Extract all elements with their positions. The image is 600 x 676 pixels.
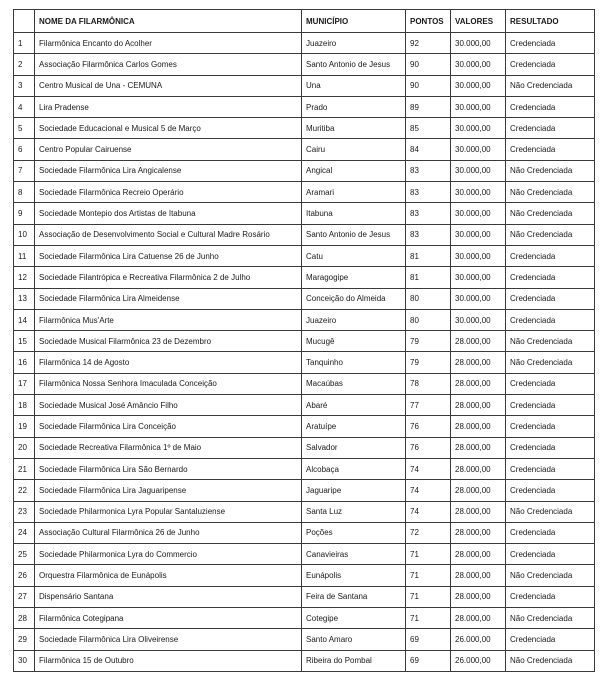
filarmonica-name-cell: Associação Cultural Filarmônica 26 de Junho [35,522,302,543]
table-row [14,480,595,501]
filarmonica-name-cell: Associação Filarmônica Carlos Gomes [35,54,302,75]
filarmonica-name-cell: Dispensário Santana [35,586,302,607]
pontos-cell: 79 [406,331,451,352]
resultado-cell: Credenciada [506,288,595,309]
pontos-cell: 71 [406,544,451,565]
filarmonica-name-cell: Filarmônica 14 de Agosto [35,352,302,373]
valor-cell: 28.000,00 [451,586,506,607]
pontos-cell: 69 [406,650,451,671]
table-row [14,416,595,437]
document-page [13,9,595,672]
valor-cell: 28.000,00 [451,331,506,352]
table-row [14,352,595,373]
resultado-cell: Não Credenciada [506,565,595,586]
filarmonica-name-cell: Filarmônica 15 de Outubro [35,650,302,671]
table-row [14,267,595,288]
row-number-cell: 27 [14,586,35,607]
row-number-cell: 25 [14,544,35,565]
results-table [13,9,595,672]
table-row [14,96,595,117]
pontos-cell: 92 [406,33,451,54]
valor-cell: 28.000,00 [451,501,506,522]
row-number-cell: 7 [14,160,35,181]
resultado-cell: Não Credenciada [506,608,595,629]
municipio-cell: Santo Antonio de Jesus [302,224,406,245]
resultado-cell: Credenciada [506,309,595,330]
valor-cell: 30.000,00 [451,139,506,160]
resultado-cell: Não Credenciada [506,75,595,96]
municipio-cell: Maragogipe [302,267,406,288]
municipio-cell: Aramari [302,182,406,203]
resultado-cell: Credenciada [506,416,595,437]
row-number-cell: 5 [14,118,35,139]
filarmonica-name-cell: Centro Popular Cairuense [35,139,302,160]
resultado-cell: Credenciada [506,586,595,607]
filarmonica-name-cell: Sociedade Filarmônica Lira Oliveirense [35,629,302,650]
valor-cell: 30.000,00 [451,33,506,54]
valor-cell: 30.000,00 [451,75,506,96]
row-number-cell: 16 [14,352,35,373]
pontos-cell: 89 [406,96,451,117]
valor-cell: 28.000,00 [451,480,506,501]
resultado-cell: Credenciada [506,54,595,75]
municipio-cell: Una [302,75,406,96]
municipio-cell: Angical [302,160,406,181]
pontos-cell: 84 [406,139,451,160]
row-number-cell: 6 [14,139,35,160]
row-number-cell: 12 [14,267,35,288]
filarmonica-name-cell: Orquestra Filarmônica de Eunápolis [35,565,302,586]
table-row [14,203,595,224]
municipio-cell: Santo Antonio de Jesus [302,54,406,75]
resultado-cell: Credenciada [506,629,595,650]
resultado-cell: Credenciada [506,373,595,394]
pontos-cell: 76 [406,416,451,437]
header-valores: VALORES [451,10,506,33]
filarmonica-name-cell: Sociedade Filantrópica e Recreativa Filarmônica 2 de Julho [35,267,302,288]
pontos-cell: 74 [406,501,451,522]
row-number-cell: 22 [14,480,35,501]
table-row [14,565,595,586]
resultado-cell: Credenciada [506,139,595,160]
municipio-cell: Juazeiro [302,309,406,330]
filarmonica-name-cell: Associação de Desenvolvimento Social e Cultural Madre Rosário [35,224,302,245]
valor-cell: 28.000,00 [451,416,506,437]
table-row [14,182,595,203]
row-number-cell: 28 [14,608,35,629]
resultado-cell: Credenciada [506,33,595,54]
valor-cell: 28.000,00 [451,544,506,565]
table-row [14,458,595,479]
pontos-cell: 83 [406,160,451,181]
header-pontos: PONTOS [406,10,451,33]
filarmonica-name-cell: Sociedade Montepio dos Artistas de Itabuna [35,203,302,224]
pontos-cell: 79 [406,352,451,373]
valor-cell: 30.000,00 [451,118,506,139]
row-number-cell: 24 [14,522,35,543]
pontos-cell: 71 [406,608,451,629]
municipio-cell: Abaré [302,395,406,416]
header-municipio: MUNICÍPIO [302,10,406,33]
filarmonica-name-cell: Sociedade Filarmônica Recreio Operário [35,182,302,203]
pontos-cell: 72 [406,522,451,543]
row-number-cell: 10 [14,224,35,245]
row-number-cell: 17 [14,373,35,394]
filarmonica-name-cell: Sociedade Filarmônica Lira São Bernardo [35,458,302,479]
row-number-cell: 2 [14,54,35,75]
resultado-cell: Não Credenciada [506,203,595,224]
pontos-cell: 69 [406,629,451,650]
filarmonica-name-cell: Sociedade Musical Filarmônica 23 de Dezembro [35,331,302,352]
row-number-cell: 21 [14,458,35,479]
municipio-cell: Cairu [302,139,406,160]
municipio-cell: Aratuípe [302,416,406,437]
municipio-cell: Feira de Santana [302,586,406,607]
municipio-cell: Jaguaripe [302,480,406,501]
filarmonica-name-cell: Centro Musical de Una - CEMUNA [35,75,302,96]
table-row [14,522,595,543]
pontos-cell: 83 [406,182,451,203]
filarmonica-name-cell: Sociedade Philarmonica Lyra Popular Santaluziense [35,501,302,522]
filarmonica-name-cell: Filarmônica Encanto do Acolher [35,33,302,54]
table-row [14,33,595,54]
pontos-cell: 78 [406,373,451,394]
row-number-cell: 18 [14,395,35,416]
filarmonica-name-cell: Filarmônica Mus'Arte [35,309,302,330]
valor-cell: 30.000,00 [451,54,506,75]
valor-cell: 28.000,00 [451,437,506,458]
municipio-cell: Itabuna [302,203,406,224]
pontos-cell: 81 [406,245,451,266]
resultado-cell: Não Credenciada [506,650,595,671]
municipio-cell: Poções [302,522,406,543]
valor-cell: 30.000,00 [451,309,506,330]
municipio-cell: Catu [302,245,406,266]
row-number-cell: 9 [14,203,35,224]
row-number-cell: 14 [14,309,35,330]
pontos-cell: 71 [406,586,451,607]
table-row [14,331,595,352]
table-row [14,395,595,416]
resultado-cell: Não Credenciada [506,160,595,181]
valor-cell: 28.000,00 [451,565,506,586]
pontos-cell: 81 [406,267,451,288]
header-row [14,10,595,33]
table-row [14,437,595,458]
valor-cell: 26.000,00 [451,629,506,650]
table-row [14,118,595,139]
table-row [14,650,595,671]
valor-cell: 30.000,00 [451,182,506,203]
pontos-cell: 90 [406,75,451,96]
valor-cell: 28.000,00 [451,395,506,416]
valor-cell: 30.000,00 [451,267,506,288]
filarmonica-name-cell: Filarmônica Cotegipana [35,608,302,629]
filarmonica-name-cell: Sociedade Filarmônica Lira Jaguaripense [35,480,302,501]
resultado-cell: Credenciada [506,245,595,266]
row-number-cell: 8 [14,182,35,203]
table-row [14,245,595,266]
municipio-cell: Santo Amaro [302,629,406,650]
row-number-cell: 19 [14,416,35,437]
resultado-cell: Não Credenciada [506,352,595,373]
valor-cell: 28.000,00 [451,458,506,479]
table-row [14,75,595,96]
resultado-cell: Não Credenciada [506,182,595,203]
filarmonica-name-cell: Filarmônica Nossa Senhora Imaculada Conceição [35,373,302,394]
municipio-cell: Salvador [302,437,406,458]
resultado-cell: Credenciada [506,544,595,565]
resultado-cell: Credenciada [506,522,595,543]
valor-cell: 30.000,00 [451,224,506,245]
table-row [14,309,595,330]
table-body [14,33,595,672]
table-row [14,373,595,394]
resultado-cell: Credenciada [506,118,595,139]
table-row [14,288,595,309]
pontos-cell: 83 [406,224,451,245]
filarmonica-name-cell: Sociedade Filarmônica Lira Almeidense [35,288,302,309]
table-row [14,544,595,565]
pontos-cell: 74 [406,480,451,501]
municipio-cell: Alcobaça [302,458,406,479]
valor-cell: 28.000,00 [451,352,506,373]
municipio-cell: Conceição do Almeida [302,288,406,309]
pontos-cell: 80 [406,309,451,330]
municipio-cell: Mucugê [302,331,406,352]
table-row [14,608,595,629]
table-row [14,501,595,522]
row-number-cell: 29 [14,629,35,650]
header-resultado: RESULTADO [506,10,595,33]
filarmonica-name-cell: Sociedade Filarmônica Lira Angicalense [35,160,302,181]
filarmonica-name-cell: Sociedade Recreativa Filarmônica 1º de Maio [35,437,302,458]
row-number-cell: 13 [14,288,35,309]
municipio-cell: Ribeira do Pombal [302,650,406,671]
municipio-cell: Tanquinho [302,352,406,373]
pontos-cell: 76 [406,437,451,458]
resultado-cell: Credenciada [506,437,595,458]
pontos-cell: 83 [406,203,451,224]
pontos-cell: 85 [406,118,451,139]
table-row [14,586,595,607]
table-row [14,224,595,245]
header-number [14,10,35,33]
municipio-cell: Macaúbas [302,373,406,394]
municipio-cell: Muritiba [302,118,406,139]
filarmonica-name-cell: Sociedade Musical José Amâncio Filho [35,395,302,416]
filarmonica-name-cell: Sociedade Filarmônica Lira Conceição [35,416,302,437]
resultado-cell: Não Credenciada [506,224,595,245]
municipio-cell: Santa Luz [302,501,406,522]
row-number-cell: 20 [14,437,35,458]
resultado-cell: Credenciada [506,267,595,288]
valor-cell: 30.000,00 [451,160,506,181]
filarmonica-name-cell: Sociedade Filarmônica Lira Catuense 26 de Junho [35,245,302,266]
municipio-cell: Cotegipe [302,608,406,629]
pontos-cell: 71 [406,565,451,586]
pontos-cell: 74 [406,458,451,479]
resultado-cell: Credenciada [506,458,595,479]
valor-cell: 30.000,00 [451,96,506,117]
header-name: NOME DA FILARMÔNICA [35,10,302,33]
valor-cell: 30.000,00 [451,245,506,266]
valor-cell: 28.000,00 [451,522,506,543]
row-number-cell: 1 [14,33,35,54]
table-row [14,54,595,75]
row-number-cell: 4 [14,96,35,117]
pontos-cell: 77 [406,395,451,416]
table-row [14,139,595,160]
resultado-cell: Não Credenciada [506,331,595,352]
row-number-cell: 3 [14,75,35,96]
filarmonica-name-cell: Sociedade Philarmonica Lyra do Commercio [35,544,302,565]
filarmonica-name-cell: Sociedade Educacional e Musical 5 de Março [35,118,302,139]
table-row [14,629,595,650]
valor-cell: 28.000,00 [451,373,506,394]
valor-cell: 30.000,00 [451,288,506,309]
pontos-cell: 90 [406,54,451,75]
resultado-cell: Credenciada [506,395,595,416]
row-number-cell: 15 [14,331,35,352]
pontos-cell: 80 [406,288,451,309]
municipio-cell: Juazeiro [302,33,406,54]
row-number-cell: 23 [14,501,35,522]
row-number-cell: 11 [14,245,35,266]
valor-cell: 28.000,00 [451,608,506,629]
resultado-cell: Não Credenciada [506,501,595,522]
municipio-cell: Canavieiras [302,544,406,565]
valor-cell: 30.000,00 [451,203,506,224]
municipio-cell: Prado [302,96,406,117]
table-row [14,160,595,181]
resultado-cell: Credenciada [506,480,595,501]
row-number-cell: 26 [14,565,35,586]
municipio-cell: Eunápolis [302,565,406,586]
resultado-cell: Credenciada [506,96,595,117]
row-number-cell: 30 [14,650,35,671]
filarmonica-name-cell: Lira Pradense [35,96,302,117]
valor-cell: 26.000,00 [451,650,506,671]
